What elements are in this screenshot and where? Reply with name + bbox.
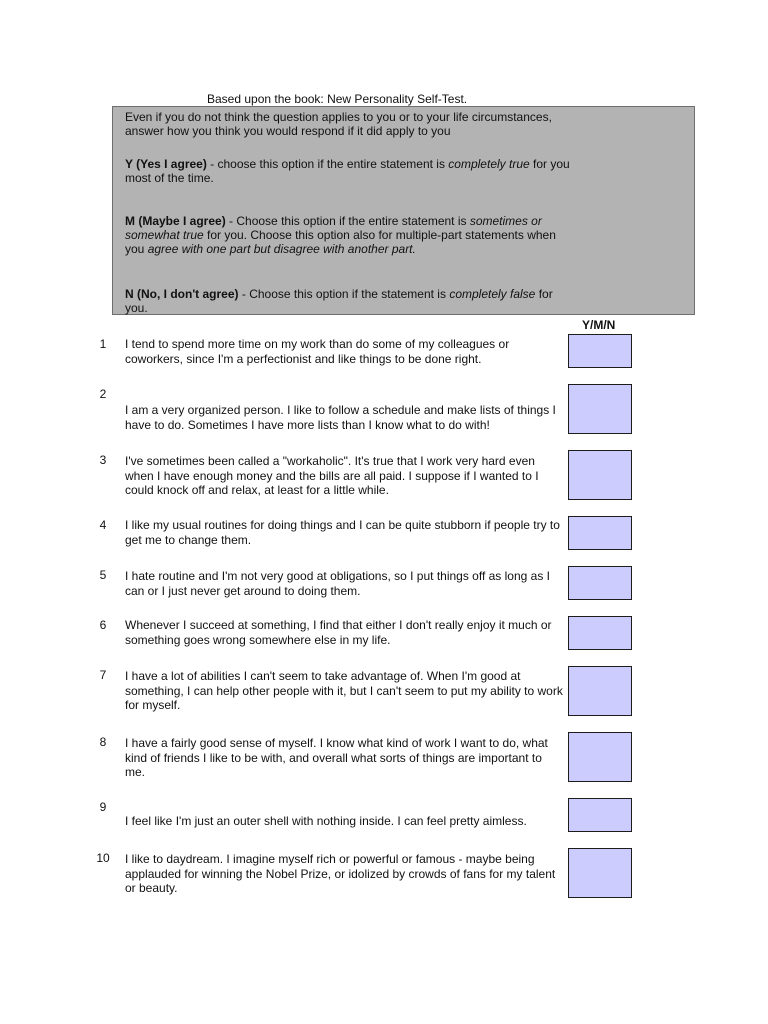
question-text: Whenever I succeed at something, I find that either I don't really enjoy it much or something goes wrong somewhere else in my life. [125,618,552,647]
instructions-yes [125,157,575,185]
no-option-emphasis: completely false [449,287,536,301]
no-option-text: - Choose this option if the statement is [238,287,450,301]
answer-input-q10[interactable] [568,848,632,898]
answer-input-q7[interactable] [568,666,632,716]
maybe-option-label: M (Maybe I agree) [125,214,226,228]
instructions-box [112,106,695,315]
question-number: 1 [99,337,107,351]
yes-option-text-end: for you most of the time. [125,157,570,185]
maybe-option-emphasis: sometimes or somewhat true [125,214,542,242]
instructions-maybe [125,214,575,256]
yes-option-text: - choose this option if the entire statement is [206,157,449,171]
instructions-intro: Even if you do not think the question applies to you or to your life circumstances, answer how you think you would respond if it did apply to you [125,110,552,138]
question-text: I have a lot of abilities I can't seem to take advantage of. When I'm good at something, I can help other people with it, but I can't seem to put my ability to work for myself. [125,669,563,712]
question-text: I have a fairly good sense of myself. I know what kind of work I want to do, what kind of friends I like to be with, and overall what sorts of things are important to me. [125,736,548,779]
maybe-option-text: - Choose this option if the entire statement is [225,214,470,228]
yes-option-emphasis: completely true [448,157,530,171]
instructions-no [125,287,575,315]
question-text: I've sometimes been called a "workaholic". It's true that I work very hard even when I have enough money and the bills are all paid. I suppose if I wanted to I could knock off and relax, at least for a little while. [125,454,539,497]
question-number: 8 [99,735,107,749]
answer-input-q2[interactable] [568,384,632,434]
question-text: I feel like I'm just an outer shell with nothing inside. I can feel pretty aimless. [125,814,527,828]
question-number: 4 [99,518,107,532]
answer-input-q4[interactable] [568,516,632,550]
question-text: I am a very organized person. I like to follow a schedule and make lists of things I have to do. Sometimes I have more lists than I know what to do with! [125,403,556,432]
answer-input-q1[interactable] [568,334,632,368]
question-number: 6 [99,618,107,632]
answer-input-q3[interactable] [568,450,632,500]
question-number: 5 [99,568,107,582]
question-text: I like to daydream. I imagine myself rich or powerful or famous - maybe being applauded for winning the Nobel Prize, or idolized by crowds of fans for my talent or beauty. [125,852,556,895]
answer-input-q6[interactable] [568,616,632,650]
question-number: 2 [99,387,107,401]
answer-column-header: Y/M/N [582,318,616,332]
source-line: Based upon the book: New Personality Self-Test. [207,92,468,106]
maybe-option-emphasis-2: agree with one part but disagree with another part. [147,242,416,256]
no-option-label: N (No, I don't agree) [125,287,239,301]
question-number: 7 [99,668,107,682]
answer-input-q9[interactable] [568,798,632,832]
question-text: I tend to spend more time on my work than do some of my colleagues or coworkers, since I'm a perfectionist and like things to be done right. [125,337,510,366]
yes-option-label: Y (Yes I agree) [125,157,207,171]
question-number: 9 [99,800,107,814]
answer-input-q5[interactable] [568,566,632,600]
question-text: I like my usual routines for doing things and I can be quite stubborn if people try to get me to change them. [125,518,560,547]
maybe-option-text-mid: for you. Choose this option also for multiple-part statements when you [125,228,556,256]
question-number: 3 [99,453,107,467]
question-text: I hate routine and I'm not very good at obligations, so I put things off as long as I can or I just never get around to doing them. [125,569,551,598]
no-option-text-end: for you. [125,287,553,315]
answer-input-q8[interactable] [568,732,632,782]
question-number: 10 [96,851,110,865]
